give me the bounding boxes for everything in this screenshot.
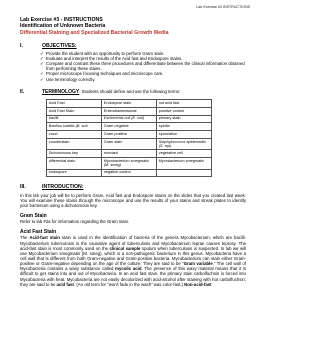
- table-cell: Staphylococcus epidermidis (S. epi): [157, 138, 212, 149]
- terminology-table: [46, 99, 212, 177]
- table-cell: Endospore stain: [102, 100, 157, 108]
- table-row: [47, 169, 212, 177]
- table-cell: endospore: [47, 169, 102, 177]
- running-header: Lab Exercise #3 INSTRUCTIONS: [196, 5, 250, 9]
- terminology-intro: : Students should define and use the following terms:: [79, 88, 181, 94]
- document-body: [20, 17, 246, 287]
- table-row: [47, 150, 212, 158]
- section-number: II.: [20, 88, 25, 95]
- table-cell: not acid fast: [157, 100, 212, 108]
- objective-item: ✓ Compare and contrast these three procedures and differentiate between the clinical information obtained from performing these stains.: [40, 61, 245, 72]
- table-cell: positive control: [157, 107, 212, 115]
- terminology-heading: [20, 89, 246, 95]
- table-cell: Dichotomous key: [47, 150, 102, 158]
- bold-term: Non-acid-fast: [184, 281, 212, 287]
- checkmark-icon: ✓: [40, 76, 44, 82]
- table-cell: spirilla: [157, 123, 212, 131]
- table-row: [47, 115, 212, 123]
- table-row: [47, 100, 212, 108]
- acid-fast-text: The Acid-fast stain stain is used in the identification of bacteria of the genera Mycobacterium, which are bacilli. Mycobacterium tuberculosis is the causative agent of tuberculosis and Mycobacterium leprae causes leprosy. The acid-fast stain is most commonly used on the clinical sample sputum when tuberculosis is suspected. In lab we will use Mycobacterium smegmatis (M. smeg), which is a non-pathogenic bacterium in this genus. Mycobacteria have a cell wall that is different from both Gram-negative and Gram-positive bacteria. Mycobacterium can stain either Gram-positive or Gram-negative depending on the age of the culture. They are said to be "Gram variable." The cell wall of Mycobacteria contains a waxy substance called mycolic acid. The presence of this waxy material means that it is difficult to get stains into and out of Mycobacteria. In an acid fast stain, the primary stain carbolfuchsin is forced into Mycobacteria with heat. Mycobacteria are not easily decolorized with acid-alcohol after staining with hot carbolfuchsin; they are said to be acid fast. (An old term for "won't fade in the wash" was color-fast.) Non-acid-fast: [20, 235, 247, 287]
- objectives-heading: [20, 43, 246, 49]
- table-row: [47, 131, 212, 139]
- table-cell: Gram positive: [102, 131, 157, 139]
- table-cell: sporulation: [157, 131, 212, 139]
- table-cell: Bacillus subtilis (B. sub: [47, 123, 102, 131]
- table-cell: mordant: [102, 150, 157, 158]
- objective-item: ✓ Evaluate and interpret the results of the Acid fast and Endospore stains.: [40, 55, 183, 61]
- bold-term: clinical sample: [109, 245, 141, 251]
- checkmark-icon: ✓: [40, 61, 44, 67]
- bold-term: mycolic acid: [115, 266, 142, 272]
- table-cell: negative control: [102, 169, 157, 177]
- table-cell: primary stain: [157, 115, 212, 123]
- bold-term: Gram variable: [183, 261, 213, 267]
- document-title: Lab Exercise #3 - INSTRUCTIONS: [20, 17, 103, 23]
- section-title: OBJECTIVES:: [42, 43, 77, 50]
- introduction-text: In this lab your job will be to perform Gram, Acid fast and Endospore stains on the slides that you created last week. You will examine these stains through the microscope and use the results of your stains and streak plates to identify your bacterium using a dichotomous key.: [20, 192, 246, 209]
- table-cell: differential stain: [47, 158, 102, 169]
- table-row: [47, 123, 212, 131]
- table-cell: Acid Fast Stain: [47, 107, 102, 115]
- objective-item: ✓ Use terminology correctly.: [40, 76, 96, 82]
- checkmark-icon: ✓: [40, 71, 44, 77]
- table-cell: vegetative cell: [157, 150, 212, 158]
- section-number: I.: [20, 43, 23, 50]
- document-subtitle-red: Differential Staining and Specialized Bacterial Growth Media: [20, 29, 169, 36]
- checkmark-icon: ✓: [40, 55, 44, 61]
- table-row: [47, 107, 212, 115]
- document-subtitle: Identification of Unknown Bacteria: [20, 23, 106, 30]
- section-title: INTRODUCTION:: [42, 184, 84, 191]
- gram-stain-heading: Gram Stain: [20, 213, 47, 220]
- table-cell: Gram negative: [102, 123, 157, 131]
- table-cell: counterstain: [47, 138, 102, 149]
- section-number: III.: [20, 184, 26, 191]
- gram-stain-text: Refer to lab #2a for information regarding the Gram stain.: [20, 219, 130, 225]
- table-row: [47, 138, 212, 149]
- table-cell: cocci: [47, 131, 102, 139]
- bold-term: acid fast: [56, 281, 74, 287]
- table-cell: bacilli: [47, 115, 102, 123]
- table-cell: Mycobacterium smegmatis: [157, 158, 212, 169]
- table-cell: Acid Fast: [47, 100, 102, 108]
- table-cell: Enterobacteriaceae: [102, 107, 157, 115]
- table-cell: Mycobacterium smegmatis (M. smeg): [102, 158, 157, 169]
- bold-term: Acid-fast stain: [29, 235, 60, 241]
- objective-item: ✓ Provide the student with an opportunity to perform Gram stain.: [40, 50, 165, 56]
- section-title: TERMINOLOGY: [42, 88, 80, 95]
- checkmark-icon: ✓: [40, 50, 44, 56]
- table-cell: Escherichia coli (E. coli): [102, 115, 157, 123]
- introduction-heading: [20, 184, 246, 190]
- objectives-list: [20, 51, 246, 82]
- table-row: [47, 158, 212, 169]
- acid-fast-heading: Acid Fast Stain: [20, 229, 57, 236]
- table-cell: [157, 169, 212, 177]
- objective-item: ✓ Proper microscope focusing techniques and microscope care.: [40, 71, 164, 77]
- table-cell: Gram stain: [102, 138, 157, 149]
